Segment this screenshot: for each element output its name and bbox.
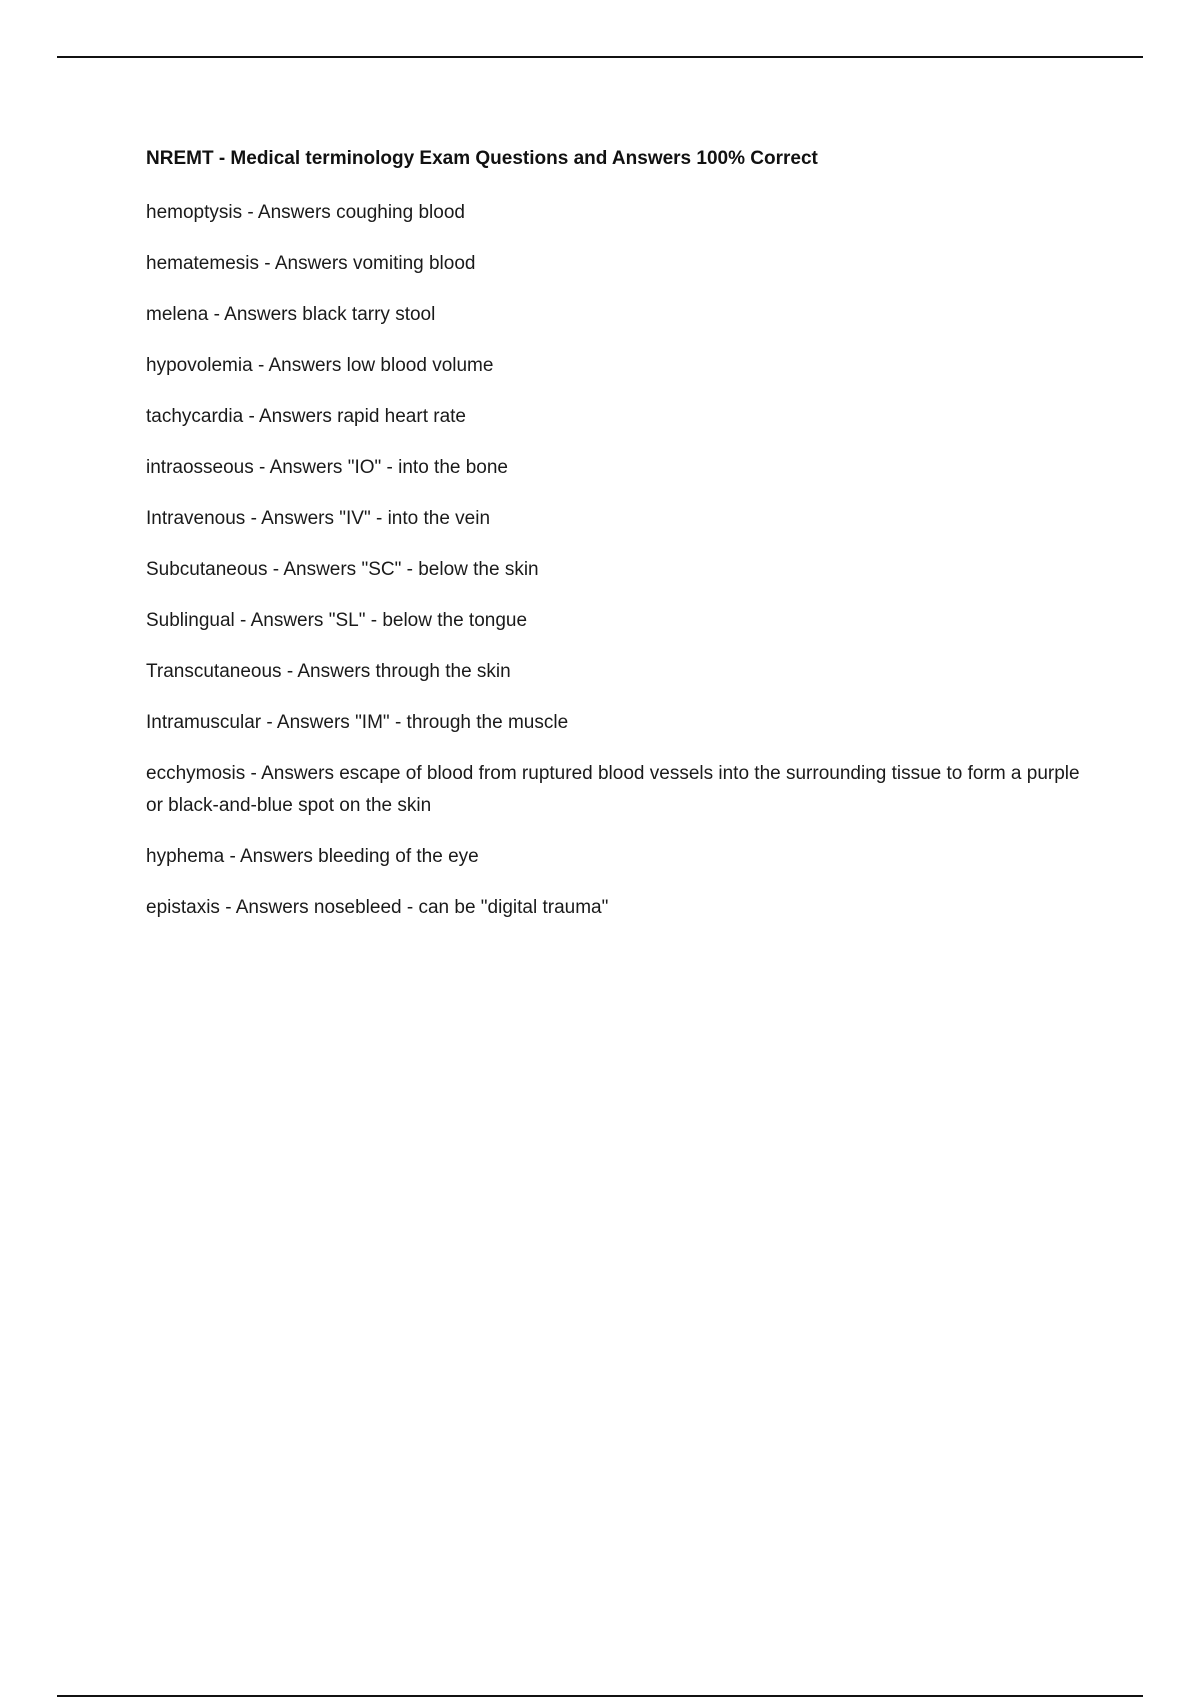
term-entry: hematemesis - Answers vomiting blood bbox=[146, 253, 476, 274]
document-title: NREMT - Medical terminology Exam Questions and Answers 100% Correct bbox=[146, 148, 818, 169]
term-entry: Transcutaneous - Answers through the skin bbox=[146, 661, 511, 682]
term-entry: epistaxis - Answers nosebleed - can be "digital trauma" bbox=[146, 897, 609, 918]
term-entry: Sublingual - Answers "SL" - below the tongue bbox=[146, 610, 528, 631]
term-entry: ecchymosis - Answers escape of blood from ruptured blood vessels into the surrounding tissue to form a purple or black-and-blue spot on the skin bbox=[146, 763, 1080, 816]
term-list bbox=[146, 197, 1096, 924]
term-entry: melena - Answers black tarry stool bbox=[146, 304, 436, 325]
term-entry: tachycardia - Answers rapid heart rate bbox=[146, 406, 466, 427]
document-body bbox=[146, 146, 1096, 943]
page-header-rule bbox=[57, 56, 1143, 58]
term-entry: hyphema - Answers bleeding of the eye bbox=[146, 846, 479, 867]
term-entry: intraosseous - Answers "IO" - into the bone bbox=[146, 457, 509, 478]
term-entry: hypovolemia - Answers low blood volume bbox=[146, 355, 494, 376]
term-entry: Subcutaneous - Answers "SC" - below the skin bbox=[146, 559, 539, 580]
page-footer-rule bbox=[57, 1695, 1143, 1697]
term-entry: Intramuscular - Answers "IM" - through the muscle bbox=[146, 712, 569, 733]
term-entry: hemoptysis - Answers coughing blood bbox=[146, 202, 465, 223]
term-entry: Intravenous - Answers "IV" - into the vein bbox=[146, 508, 491, 529]
